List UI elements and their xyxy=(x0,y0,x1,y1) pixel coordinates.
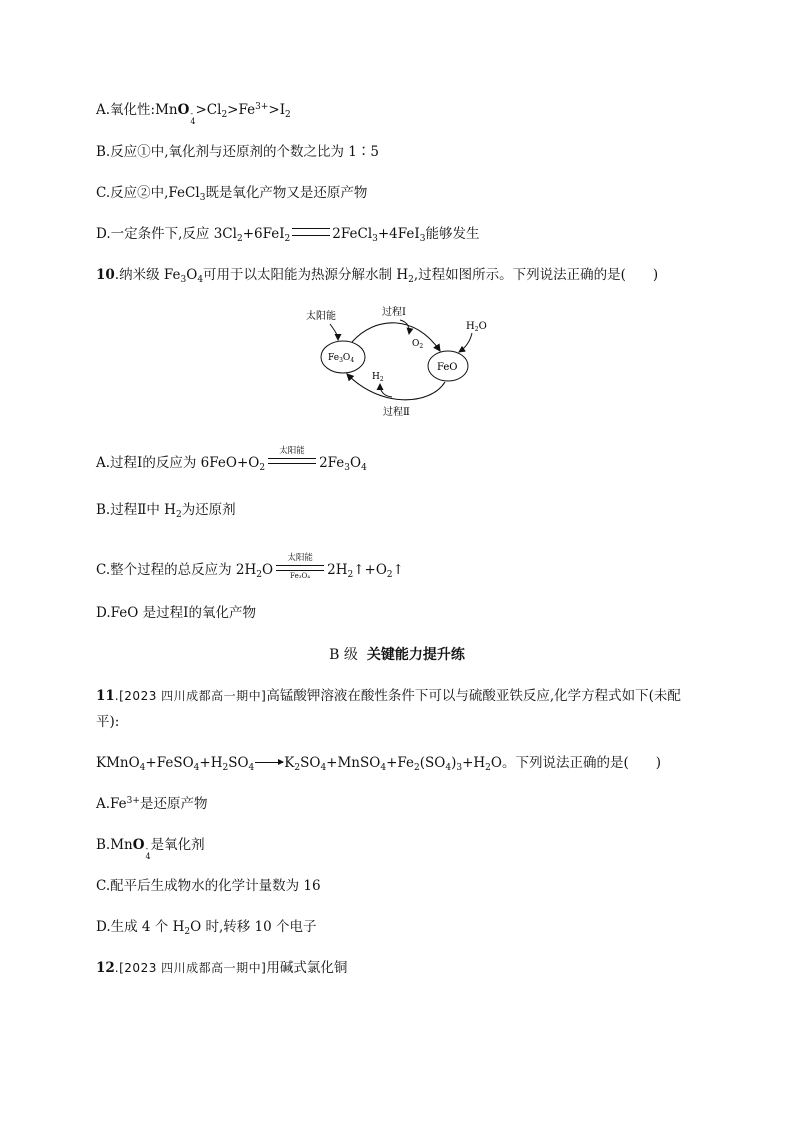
sun-label: 太阳能 xyxy=(306,311,336,322)
q10-option-d: D.FeO 是过程Ⅰ的氧化产物 xyxy=(96,605,256,621)
process1-arrow xyxy=(352,323,440,351)
q11-stem-line2: 平): xyxy=(96,714,120,730)
h2-label: $H_2$ xyxy=(372,372,384,383)
o2-arrow xyxy=(400,320,409,334)
q10-option-b: B.过程Ⅱ中 $H_2$为还原剂 xyxy=(96,502,236,520)
process2-label: 过程Ⅱ xyxy=(383,407,410,418)
section-title: B 级 关键能力提升练 xyxy=(329,647,465,663)
sun-arrow xyxy=(330,324,338,340)
equals-sign xyxy=(292,228,330,236)
q11-option-d: D.生成 4 个 $H_2O$ 时,转移 10 个电子 xyxy=(96,919,317,937)
q11-option-b: B.MnO - 4 是氧化剂 xyxy=(96,837,205,861)
process2-arrow xyxy=(347,374,445,400)
q9-option-c: C.反应②中,FeCl$_3$既是氧化产物又是还原产物 xyxy=(96,185,368,203)
reaction-arrow xyxy=(255,762,283,763)
process-diagram xyxy=(300,298,500,423)
q11-equation: $KMnO_4+FeSO_4+H_2SO_4$ $K_2SO_4+MnSO_4+Fe_2(SO_4)_3+H_2O$。下列说法正确的是( ) xyxy=(96,755,662,773)
condition-equals: 太阳能 xyxy=(268,458,316,464)
q9-option-b: B.反应①中,氧化剂与还原剂的个数之比为 1∶5 xyxy=(96,144,379,160)
q11-stem-line1: 11.[2023 四川成都高一期中]高锰酸钾溶液在酸性条件下可以与硫酸亚铁反应,化学方程式如下(未配 xyxy=(96,688,681,704)
feo-label: FeO xyxy=(437,362,458,373)
q10-option-a: A.过程Ⅰ的反应为 $6FeO+O_2$ 太阳能 $2Fe_3O_4$ xyxy=(96,446,367,473)
q10-option-c: C.整个过程的总反应为 $2H_2O$ 太阳能 Fe₃O₄ $2H_2↑+O_2↑$ xyxy=(96,553,404,580)
h2-arrow xyxy=(380,384,392,397)
q9-option-a: A.氧化性:MnO - 4 $>Cl_2>Fe^{3+}>I_2$ xyxy=(96,102,291,126)
process1-label: 过程Ⅰ xyxy=(382,307,406,318)
q11-option-c: C.配平后生成物水的化学计量数为 16 xyxy=(96,878,321,894)
fe3o4-label: $Fe_3O_4$ xyxy=(328,353,355,364)
h2o-arrow xyxy=(459,333,472,352)
h2o-label: $H_2O$ xyxy=(466,321,487,333)
o2-label: $O_2$ xyxy=(412,339,424,350)
condition-equals-catalyst: 太阳能 Fe₃O₄ xyxy=(276,565,324,571)
q9-option-d: D.一定条件下,反应 $3Cl_2+6FeI_2$ 2FeCl$_3$+4FeI$_3$能够发生 xyxy=(96,226,480,244)
q12-stem: 12.[2023 四川成都高一期中]用碱式氯化铜 xyxy=(96,960,348,976)
q11-option-a: $A.Fe^{3+}$是还原产物 xyxy=(96,796,208,812)
q10-stem: 10.纳米级 $Fe_3O_4$可用于以太阳能为热源分解水制 $H_2$,过程如图所示。下列说法正确的是( ) xyxy=(96,267,659,285)
